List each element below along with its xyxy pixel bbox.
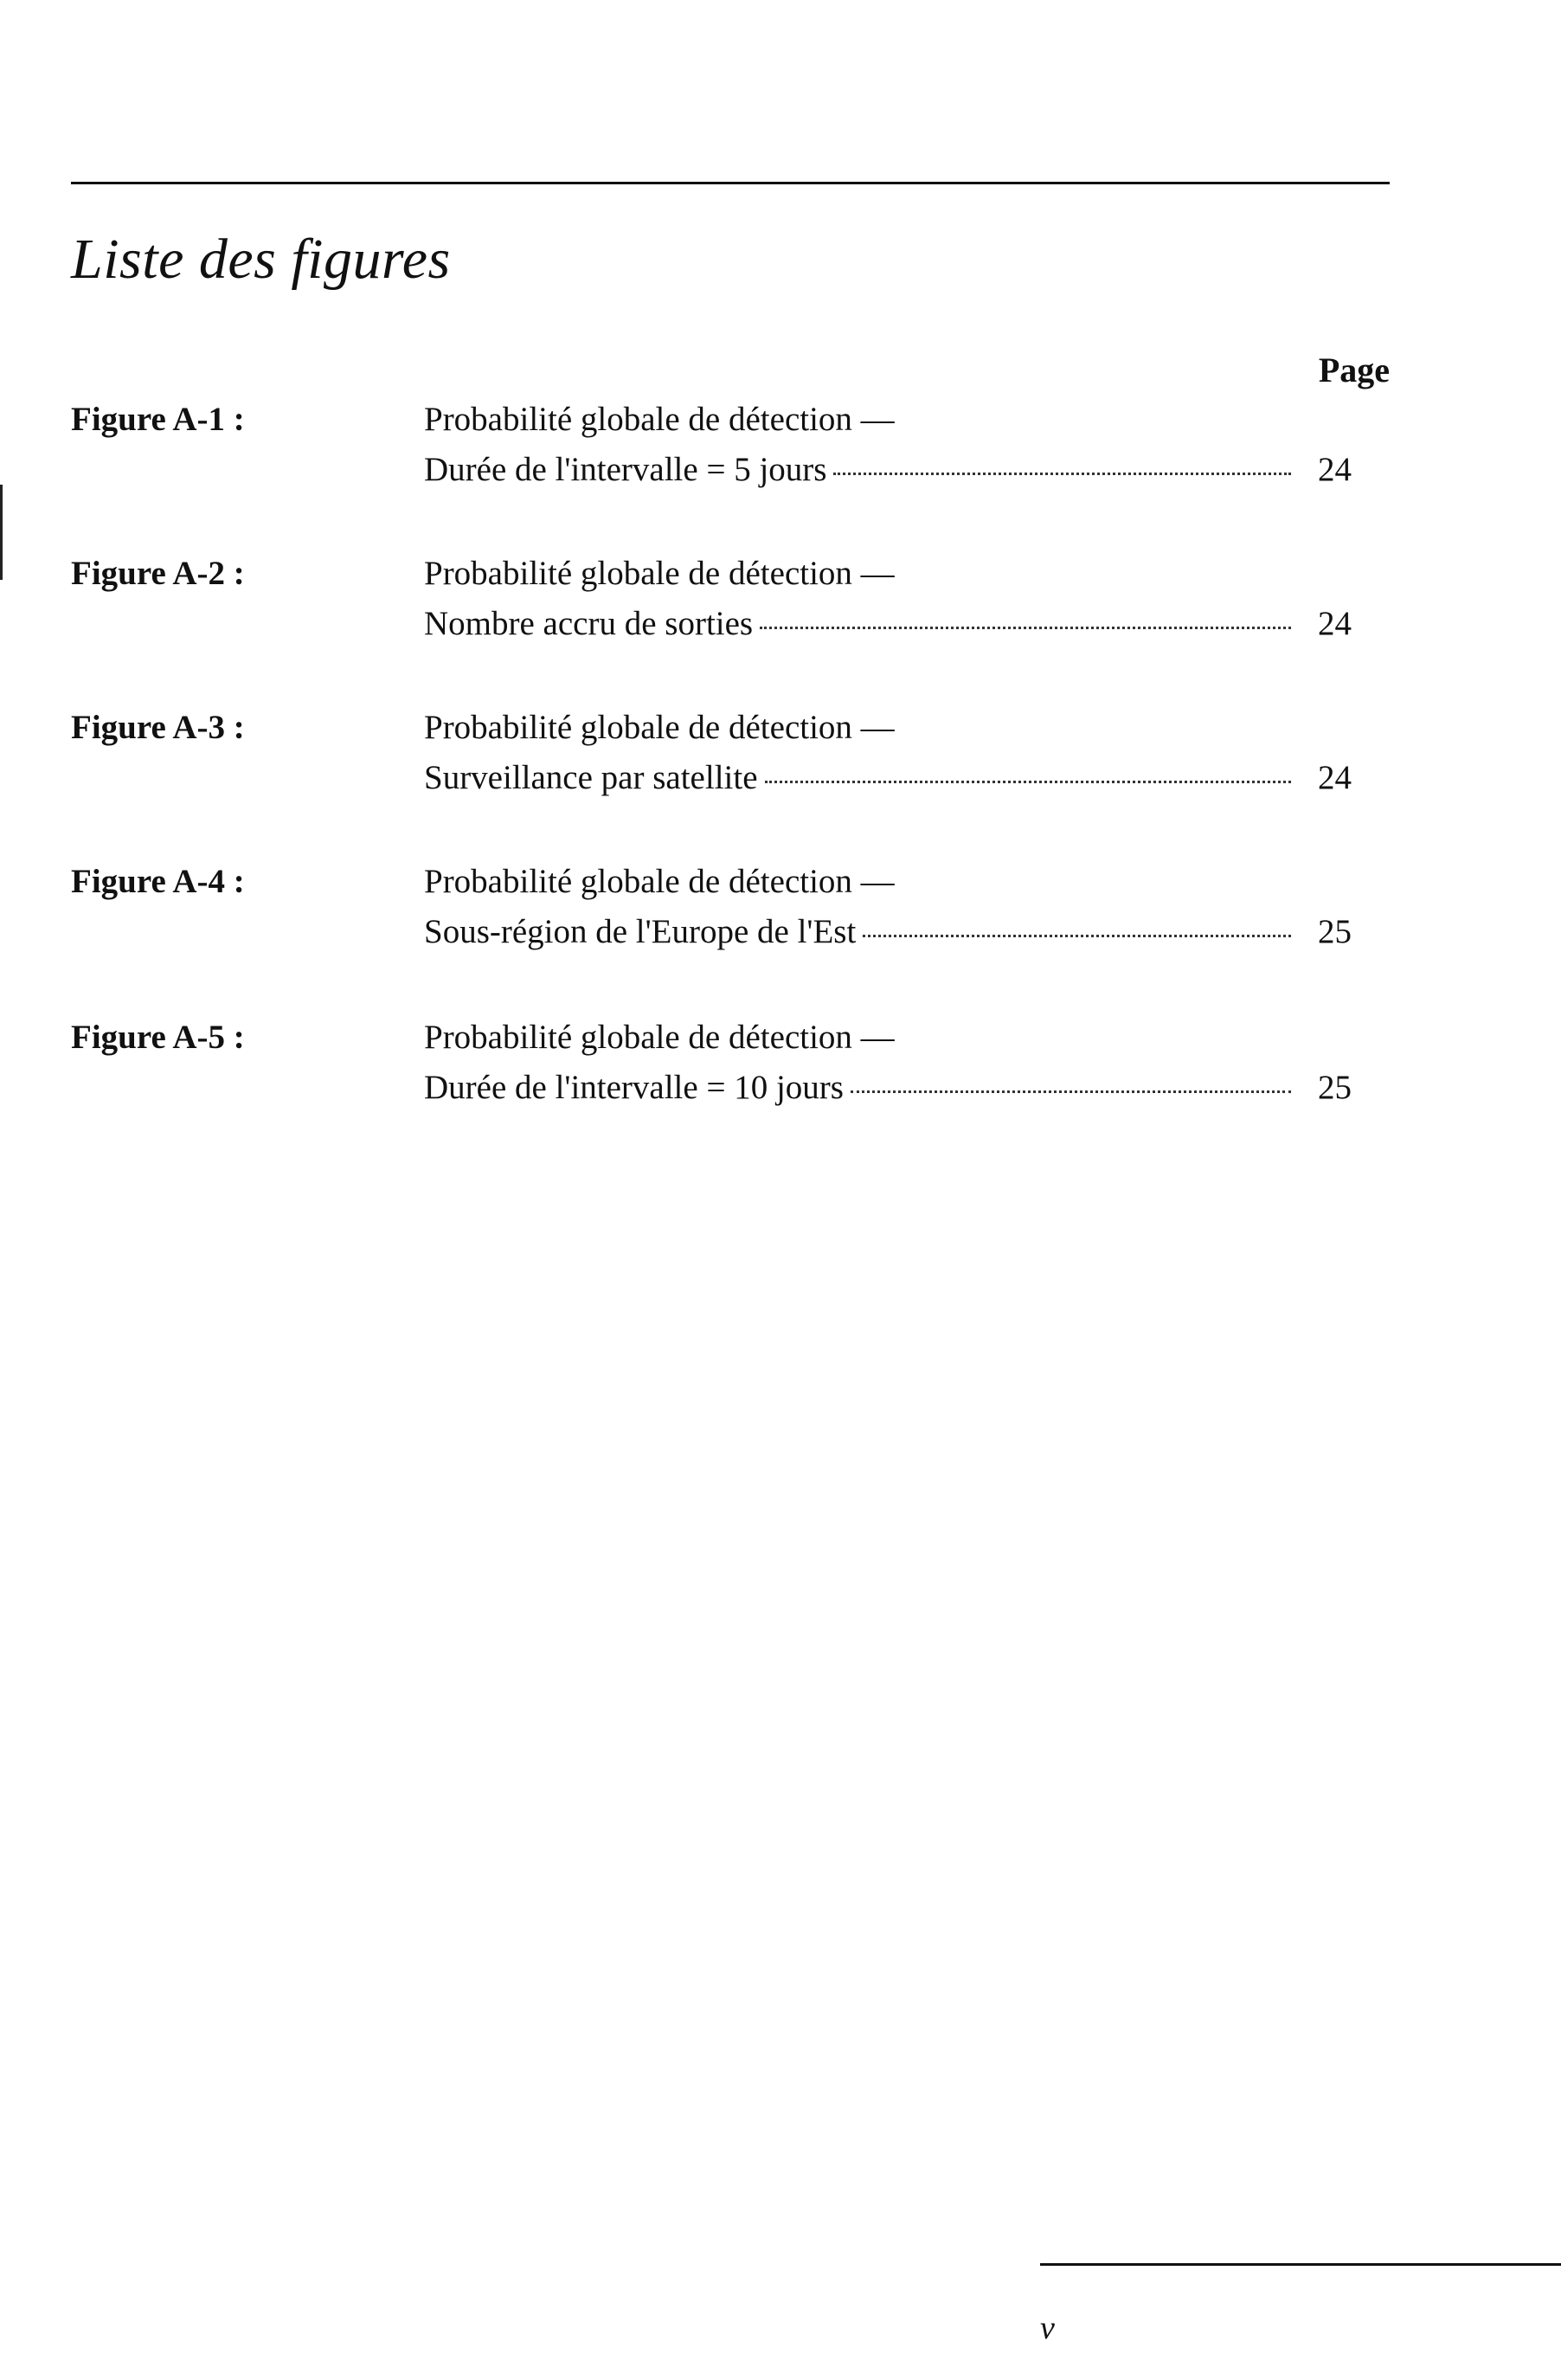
figure-title-line2: Durée de l'intervalle = 5 jours	[424, 451, 827, 488]
scan-edge-mark	[0, 485, 3, 580]
page-number: 24	[1318, 759, 1352, 796]
figure-title-line1: Probabilité globale de détection —	[424, 709, 895, 746]
figure-title-line2: Sous-région de l'Europe de l'Est	[424, 913, 857, 950]
dot-leader	[851, 1090, 1291, 1093]
page-number: 24	[1318, 605, 1352, 642]
figure-entry	[71, 862, 1352, 983]
page-folio: v	[1040, 2310, 1055, 2346]
figure-title-line1: Probabilité globale de détection —	[424, 1019, 895, 1056]
figure-entry	[71, 554, 1352, 675]
figure-title-line2-row	[424, 604, 1352, 643]
page-column-header: Page	[1318, 351, 1390, 389]
figure-title-line1: Probabilité globale de détection —	[424, 401, 895, 438]
figure-label: Figure A-5 :	[71, 1019, 245, 1056]
figure-title-line2-row	[424, 1068, 1352, 1107]
figure-title-line1: Probabilité globale de détection —	[424, 863, 895, 900]
figure-label: Figure A-1 :	[71, 401, 245, 438]
figure-title-line2: Surveillance par satellite	[424, 759, 758, 796]
figure-title-line2-row	[424, 450, 1352, 489]
figure-title-line1: Probabilité globale de détection —	[424, 555, 895, 592]
dot-leader	[765, 781, 1291, 783]
figure-entry	[71, 1018, 1352, 1139]
dot-leader	[863, 935, 1291, 937]
figure-entry	[71, 400, 1352, 521]
page-number: 25	[1318, 1069, 1352, 1106]
figure-title-line2-row	[424, 758, 1352, 797]
figure-title-line2-row	[424, 912, 1352, 951]
figure-entry	[71, 708, 1352, 829]
dot-leader	[833, 473, 1291, 475]
figure-label: Figure A-2 :	[71, 555, 245, 592]
figure-title-line2: Nombre accru de sorties	[424, 605, 754, 642]
figure-title-line2: Durée de l'intervalle = 10 jours	[424, 1069, 844, 1106]
page-title: Liste des figures	[71, 228, 451, 291]
footer-rule	[1040, 2263, 1561, 2266]
dot-leader	[760, 627, 1291, 629]
figure-label: Figure A-4 :	[71, 863, 245, 900]
page-number: 24	[1318, 451, 1352, 488]
page-number: 25	[1318, 913, 1352, 950]
top-rule	[71, 182, 1390, 184]
figure-label: Figure A-3 :	[71, 709, 245, 746]
